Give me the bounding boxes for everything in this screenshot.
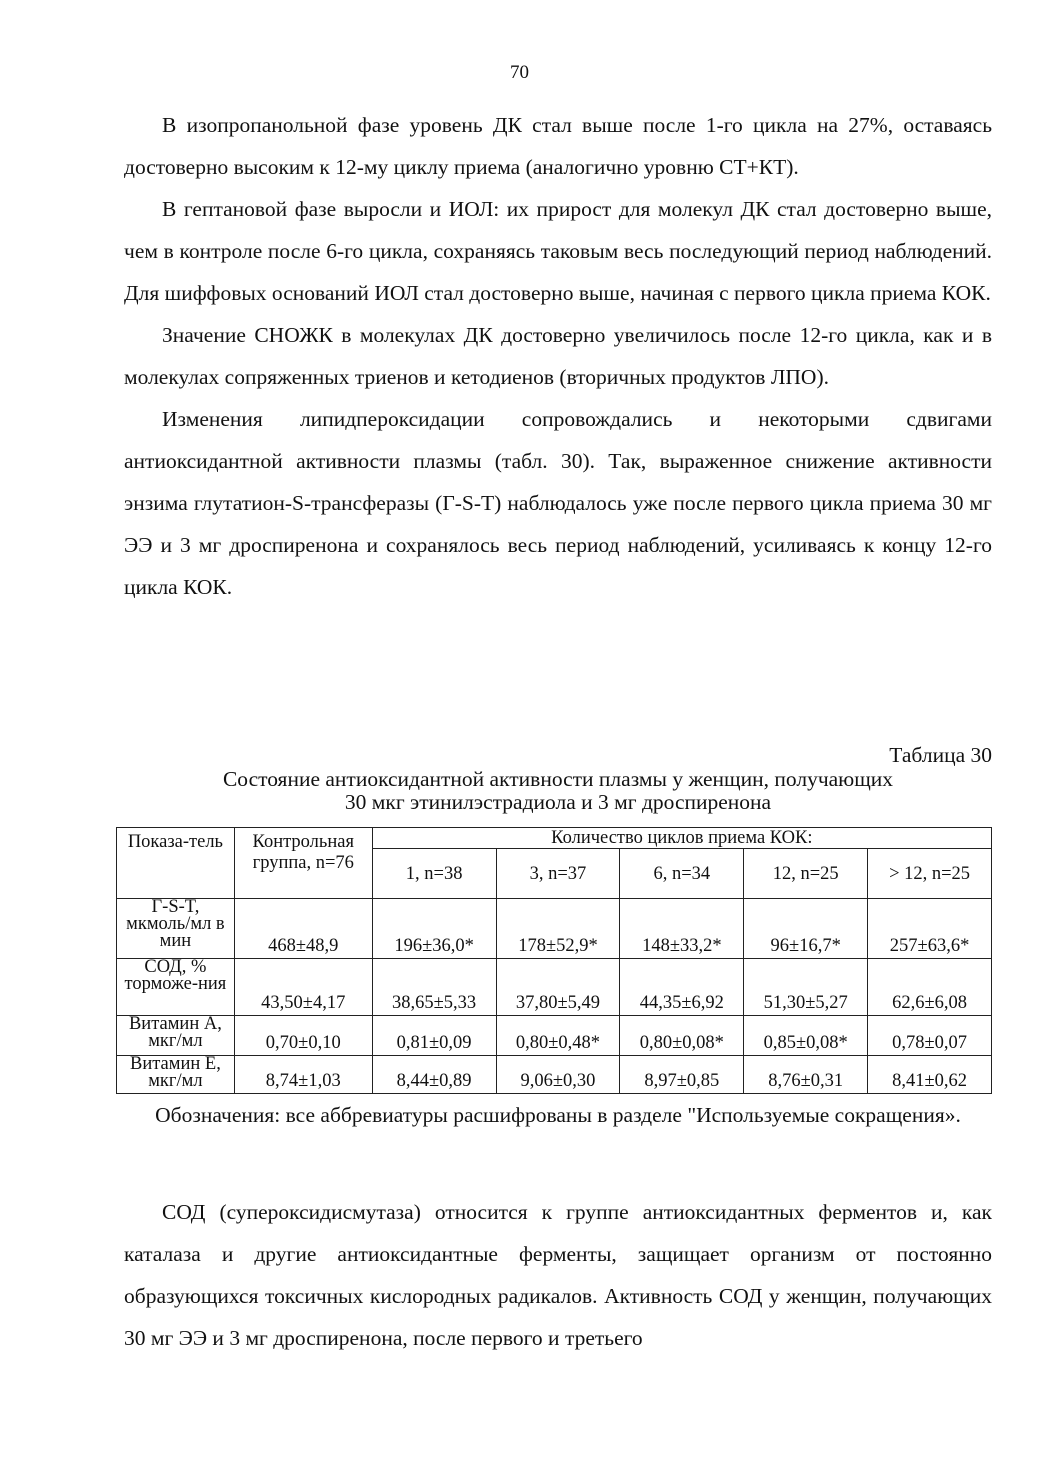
cell-control: 0,70±0,10: [234, 1016, 372, 1056]
paragraph-4: Изменения липидпероксидации сопровождались и некоторыми сдвигами антиоксидантной активности плазмы (табл. 30). Так, выраженное снижение активности энзима глутатион-S-трансферазы (Г-S-T) наблюдалось уже после первого цикла приема 30 мг ЭЭ и 3 мг дроспиренона и сохранялось весь период наблюдений, усиливаясь к концу 12-го цикла КОК.: [124, 407, 992, 599]
paragraph-3: Значение СНОЖК в молекулах ДК достоверно увеличилось после 12-го цикла, как и в молекулах сопряженных триенов и кетодиенов (вторичных продуктов ЛПО).: [124, 323, 992, 389]
header-control-group: Контрольная группа, n=76: [234, 828, 372, 899]
cell-control: 43,50±4,17: [234, 959, 372, 1016]
row-label-sod: СОД, % торможе-ния: [117, 959, 235, 1016]
table-row: [117, 1056, 992, 1094]
data-table: [116, 827, 992, 1094]
header-cycle-3: 3, n=37: [496, 849, 620, 899]
table-row: [117, 1016, 992, 1056]
cell-value: 0,81±0,09: [372, 1016, 496, 1056]
header-cycle-over-12: > 12, n=25: [868, 849, 992, 899]
table-row: [117, 959, 992, 1016]
cell-value: 8,76±0,31: [744, 1056, 868, 1094]
cell-value: 148±33,2*: [620, 899, 744, 959]
cell-value: 51,30±5,27: [744, 959, 868, 1016]
header-cycle-1: 1, n=38: [372, 849, 496, 899]
cell-value: 8,44±0,89: [372, 1056, 496, 1094]
header-cycle-6: 6, n=34: [620, 849, 744, 899]
table-caption: [124, 742, 992, 814]
cell-value: 257±63,6*: [868, 899, 992, 959]
table-row: [117, 899, 992, 959]
table-title-line-2: 30 мкг этинилэстрадиола и 3 мг дроспиренона: [344, 790, 772, 814]
header-cycles: Количество циклов приема КОК:: [372, 828, 991, 849]
cell-value: 178±52,9*: [496, 899, 620, 959]
cell-value: 37,80±5,49: [496, 959, 620, 1016]
cell-value: 0,85±0,08*: [744, 1016, 868, 1056]
row-label-vitamin-a: Витамин А, мкг/мл: [117, 1016, 235, 1056]
cell-value: 0,80±0,48*: [496, 1016, 620, 1056]
cell-value: 96±16,7*: [744, 899, 868, 959]
paragraph-1: В изопропанольной фазе уровень ДК стал выше после 1-го цикла на 27%, оставаясь достоверно высоким к 12-му циклу приема (аналогично уровню СТ+КТ).: [124, 113, 992, 179]
paragraph-5: СОД (супероксидисмутаза) относится к группе антиоксидантных ферментов и, как каталаза и другие антиоксидантные ферменты, защищает организм от постоянно образующихся токсичных кислородных радикалов. Активность СОД у женщин, получающих 30 мг ЭЭ и 3 мг дроспиренона, после первого и третьего: [124, 1200, 992, 1350]
cell-value: 9,06±0,30: [496, 1056, 620, 1094]
table-title-line-1: Состояние антиоксидантной активности плазмы у женщин, получающих: [222, 767, 894, 791]
row-label-vitamin-e: Витамин Е, мкг/мл: [117, 1056, 235, 1094]
cell-control: 8,74±1,03: [234, 1056, 372, 1094]
row-label-gst: Г-S-T, мкмоль/мл в мин: [117, 899, 235, 959]
table-notes: Обозначения: все аббревиатуры расшифрованы в разделе "Используемые сокращения».: [155, 1103, 961, 1127]
cell-control: 468±48,9: [234, 899, 372, 959]
text-section-bottom: [124, 1191, 992, 1359]
cell-value: 0,80±0,08*: [620, 1016, 744, 1056]
cell-value: 8,97±0,85: [620, 1056, 744, 1094]
paragraph-2: В гептановой фазе выросли и ИОЛ: их прирост для молекул ДК стал достоверно выше, чем в контроле после 6-го цикла, сохраняясь таковым весь последующий период наблюдений. Для шиффовых оснований ИОЛ стал достоверно выше, начиная с первого цикла приема КОК.: [124, 197, 992, 305]
cell-value: 62,6±6,08: [868, 959, 992, 1016]
text-section-top: [124, 104, 992, 608]
table-label: Таблица 30: [889, 743, 992, 767]
page-number: 70: [510, 62, 529, 83]
cell-value: 8,41±0,62: [868, 1056, 992, 1094]
cell-value: 196±36,0*: [372, 899, 496, 959]
cell-value: 0,78±0,07: [868, 1016, 992, 1056]
cell-value: 44,35±6,92: [620, 959, 744, 1016]
header-indicator: Показа-тель: [117, 828, 235, 899]
cell-value: 38,65±5,33: [372, 959, 496, 1016]
header-cycle-12: 12, n=25: [744, 849, 868, 899]
